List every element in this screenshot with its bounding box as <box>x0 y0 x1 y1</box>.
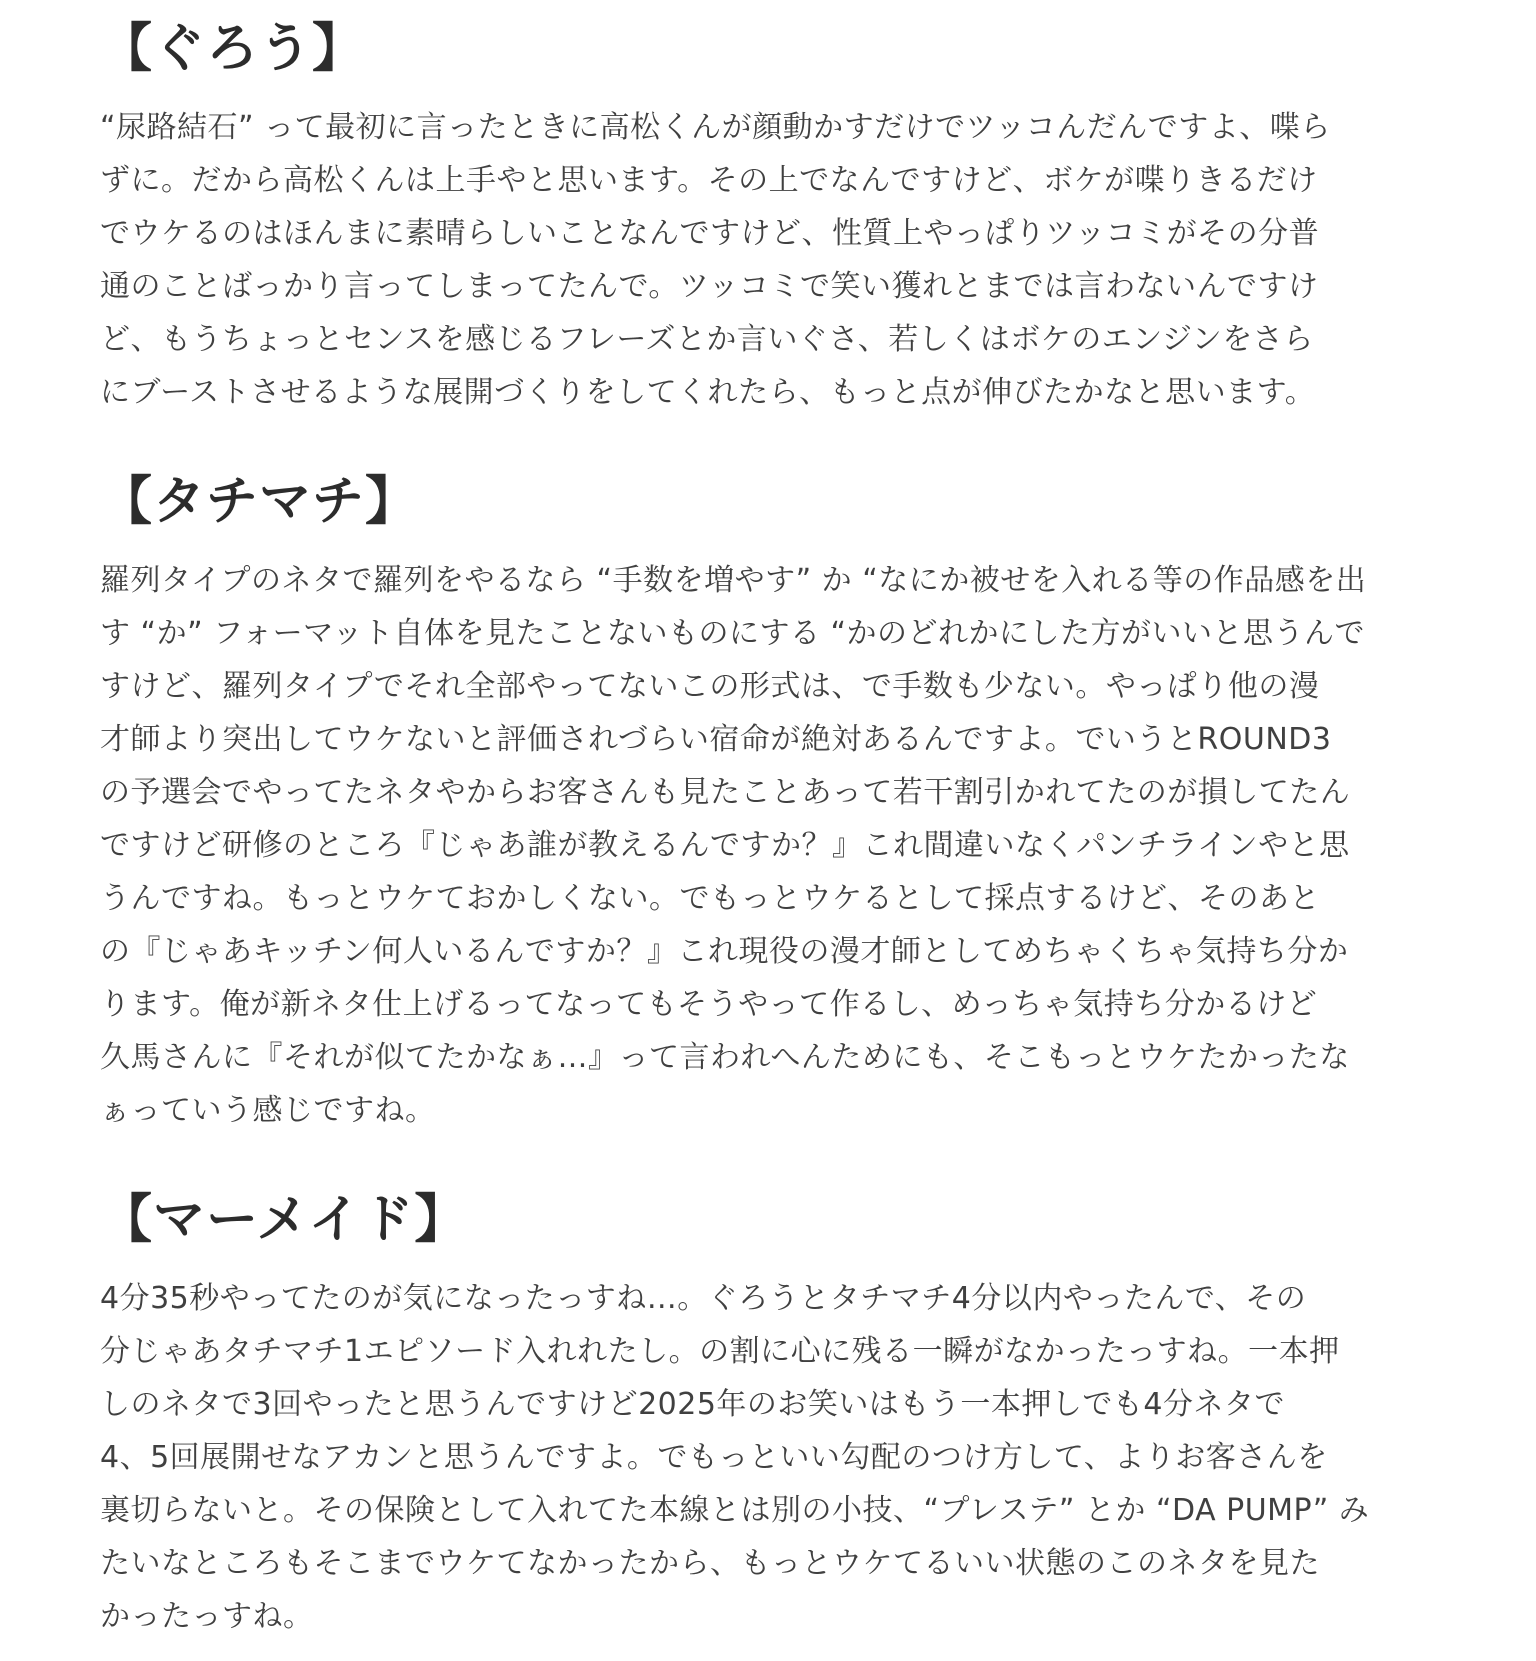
section-heading: 【タチマチ】 <box>100 472 419 532</box>
section-guro <box>100 14 1450 419</box>
section-heading: 【ぐろう】 <box>100 19 366 79</box>
text-line: うんですね。もっとウケておかしくない。でもっとウケるとして採点するけど、そのあと <box>100 881 1320 916</box>
text-line: すけど、羅列タイプでそれ全部やってないこの形式は、で手数も少ない。やっぱり他の漫 <box>100 669 1320 704</box>
text-line: ずに。だから高松くんは上手やと思います。その上でなんですけど、ボケが喋りきるだけ <box>100 163 1318 198</box>
text-line: しのネタで3回やったと思うんですけど2025年のお笑いはもう一本押しでも4分ネタで <box>100 1387 1286 1422</box>
section-heading: 【マーメイド】 <box>100 1190 468 1250</box>
text-line: でウケるのはほんまに素晴らしいことなんですけど、性質上やっぱりツッコミがその分普 <box>100 216 1320 251</box>
text-line: にブーストさせるような展開づくりをしてくれたら、もっと点が伸びたかなと思います。 <box>100 375 1316 410</box>
text-line: 4分35秒やってたのが気になったっすね…。ぐろうとタチマチ4分以内やったんで、その <box>100 1281 1307 1316</box>
text-line: 久馬さんに『それが似てたかなぁ…』って言われへんためにも、そこもっとウケたかったな <box>100 1040 1350 1075</box>
text-line: 裏切らないと。その保険として入れてた本線とは別の小技、“プレステ” とか “DA PUMP” み <box>100 1493 1370 1528</box>
text-line: 才師より突出してウケないと評価されづらい宿命が絶対あるんですよ。でいうとROUND3 <box>100 722 1332 757</box>
text-line: 羅列タイプのネタで羅列をやるなら “手数を増やす” か “なにか被せを入れる等の作品感を出 <box>100 563 1367 598</box>
text-line: ど、もうちょっとセンスを感じるフレーズとか言いぐさ、若しくはボケのエンジンをさら <box>100 322 1314 357</box>
section-mermaid <box>100 1185 1450 1643</box>
section-body <box>100 554 1450 1137</box>
text-line: たいなところもそこまでウケてなかったから、もっとウケてるいい状態のこのネタを見た <box>100 1546 1320 1581</box>
text-line: 分じゃあタチマチ1エピソード入れれたし。の割に心に残る一瞬がなかったっすね。一本押 <box>100 1334 1340 1369</box>
text-line: の『じゃあキッチン何人いるんですか？』これ現役の漫才師としてめちゃくちゃ気持ち分か <box>100 934 1349 969</box>
text-line: “尿路結石” って最初に言ったときに高松くんが顔動かすだけでツッコんだんですよ、喋ら <box>100 110 1331 145</box>
text-line: かったっすね。 <box>100 1599 314 1634</box>
text-line: ですけど研修のところ『じゃあ誰が教えるんですか？』これ間違いなくパンチラインやと思 <box>100 828 1350 863</box>
section-tachimachi <box>100 467 1450 1137</box>
section-body <box>100 1272 1450 1643</box>
text-line: ります。俺が新ネタ仕上げるってなってもそうやって作るし、めっちゃ気持ち分かるけど <box>100 987 1318 1022</box>
section-body <box>100 101 1450 419</box>
text-line: 4、5回展開せなアカンと思うんですよ。でもっといい勾配のつけ方して、よりお客さんを <box>100 1440 1328 1475</box>
text-line: 通のことばっかり言ってしまってたんで。ツッコミで笑い獲れとまでは言わないんですけ <box>100 269 1319 304</box>
text-line: の予選会でやってたネタやからお客さんも見たことあって若干割引かれてたのが損してたん <box>100 775 1351 810</box>
text-line: す “か” フォーマット自体を見たことないものにする “かのどれかにした方がいいと思うんで <box>100 616 1366 651</box>
text-line: ぁっていう感じですね。 <box>100 1093 436 1128</box>
